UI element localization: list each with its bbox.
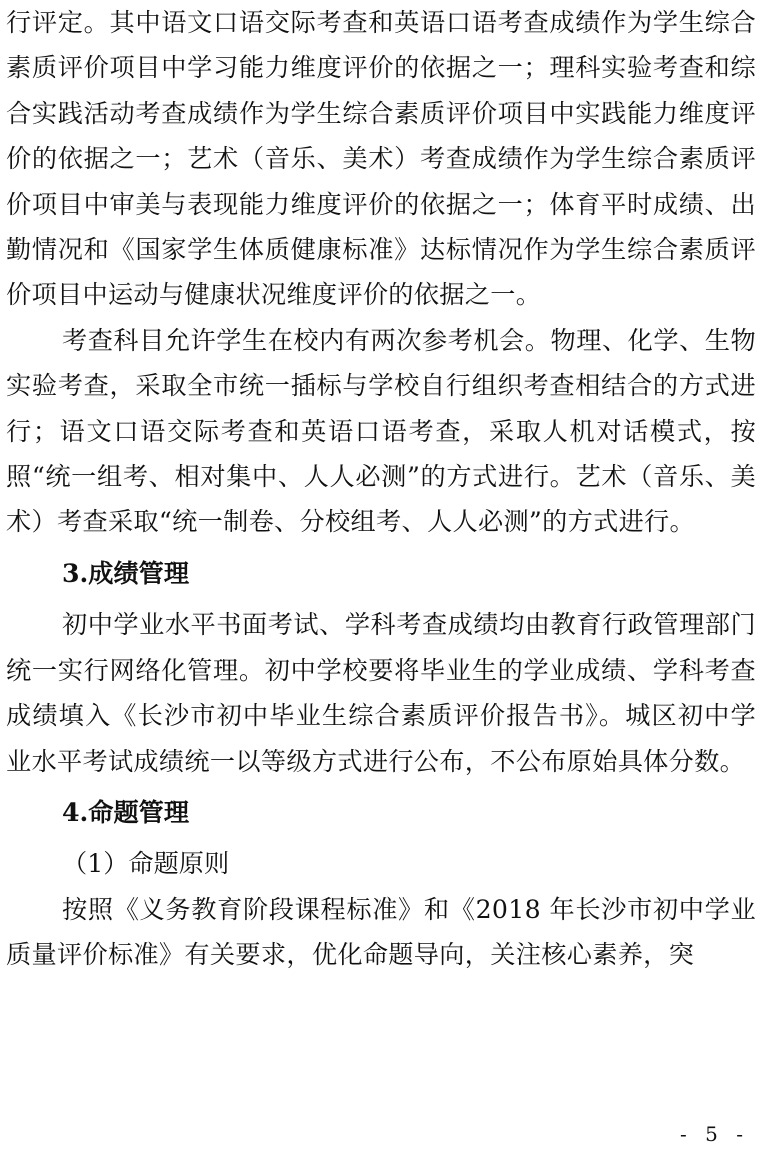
document-page	[6, 0, 756, 978]
paragraph-exam-opportunities: 考查科目允许学生在校内有两次参考机会。物理、化学、生物实验考查，采取全市统一插标与学校自行组织考查相结合的方式进行；语文口语交际考查和英语口语考查，采取人机对话模式，按照“统一组考、相对集中、人人必测”的方式进行。艺术（音乐、美术）考查采取“统一制卷、分校组考、人人必测”的方式进行。	[6, 325, 756, 537]
page-number: - 5 -	[680, 1122, 749, 1146]
subheading-question-principles: （1）命题原则	[62, 849, 230, 879]
paragraph-question-principles: 按照《义务教育阶段课程标准》和《2018 年长沙市初中学业质量评价标准》有关要求，优化命题导向，关注核心素养，突	[6, 894, 756, 970]
heading-question-management: 4.命题管理	[62, 796, 190, 827]
paragraph-evaluation-basis: 行评定。其中语文口语交际考查和英语口语考查成绩作为学生综合素质评价项目中学习能力维度评价的依据之一；理科实验考查和综合实践活动考查成绩作为学生综合素质评价项目中实践能力维度评价的依据之一；艺术（音乐、美术）考查成绩作为学生综合素质评价项目中审美与表现能力维度评价的依据之一；体育平时成绩、出勤情况和《国家学生体质健康标准》达标情况作为学生综合素质评价项目中运动与健康状况维度评价的依据之一。	[6, 8, 756, 310]
paragraph-grade-management: 初中学业水平书面考试、学科考查成绩均由教育行政管理部门统一实行网络化管理。初中学校要将毕业生的学业成绩、学科考查成绩填入《长沙市初中毕业生综合素质评价报告书》。城区初中学业水平考试成绩统一以等级方式进行公布，不公布原始具体分数。	[6, 610, 756, 776]
heading-grade-management: 3.成绩管理	[62, 557, 190, 588]
